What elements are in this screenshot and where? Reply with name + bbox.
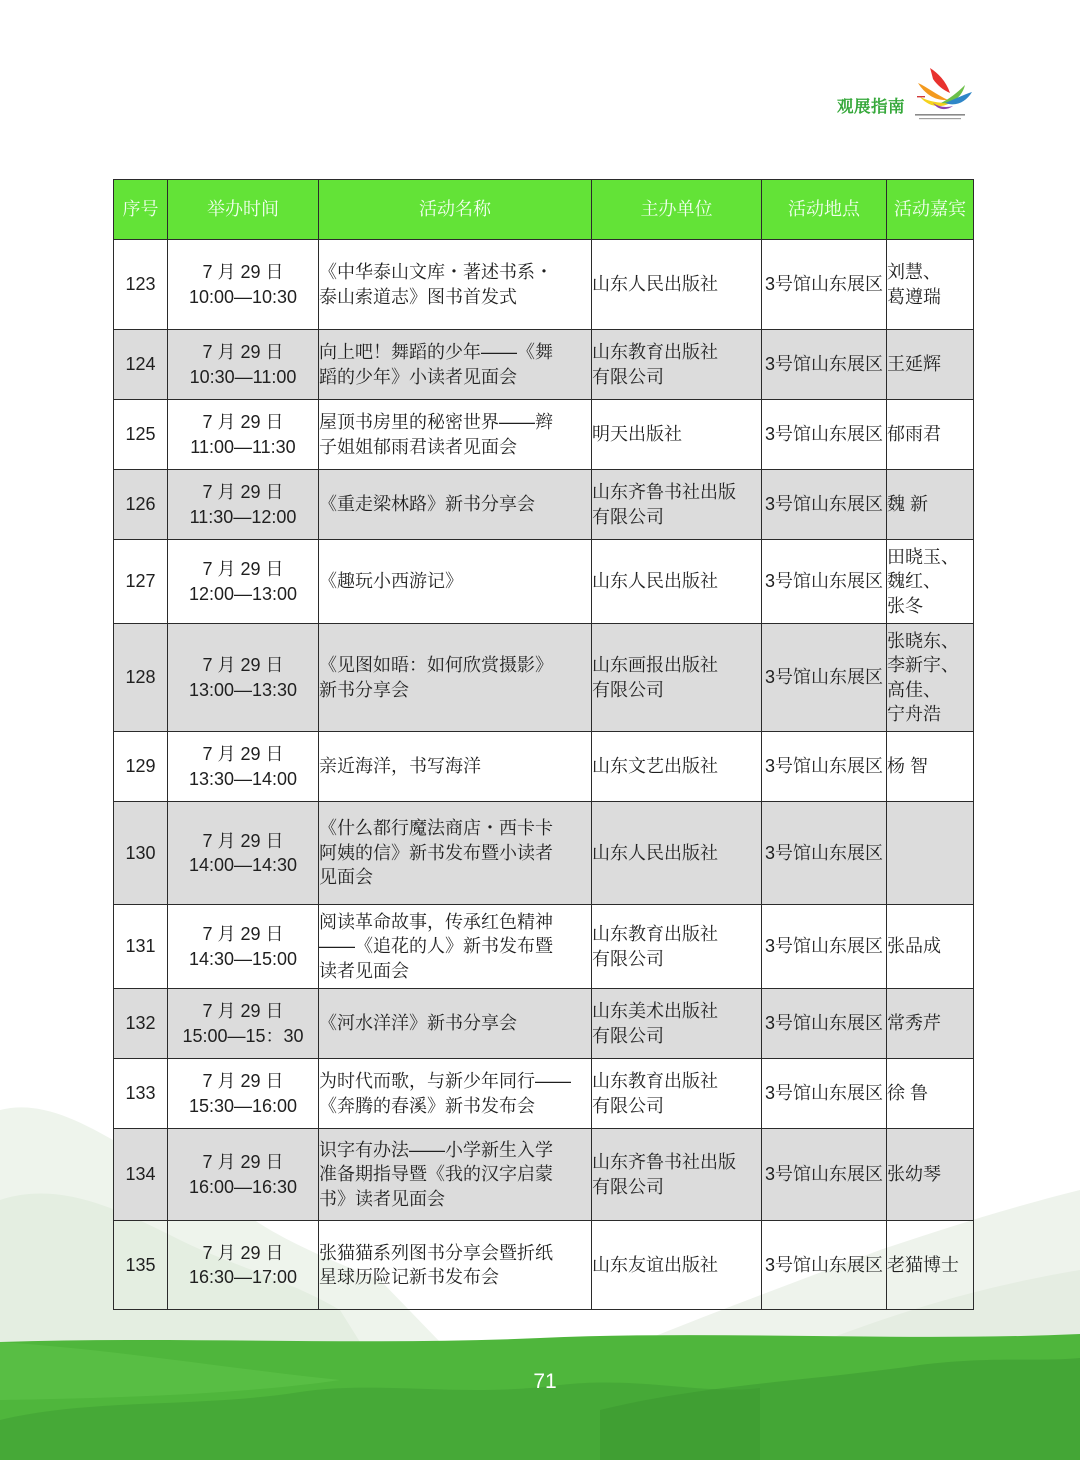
organizer-line: 有限公司 [592,1095,664,1116]
event-date: 7 月 29 日 [202,342,284,362]
event-date: 7 月 29 日 [202,412,284,432]
logo-caption-line [919,118,961,119]
cell-organizer [592,624,762,732]
organizer-line: 山东教育出版社 [592,924,718,944]
logo-red-wing [930,68,950,93]
logo-caption-line [915,114,965,116]
cell-organizer [592,400,762,470]
table-row [114,802,974,905]
event-time: 11:00—11:30 [190,436,296,457]
cell-guests [887,240,974,330]
guest-line: 杨 智 [887,756,929,777]
cell-number: 128 [114,624,168,732]
activity-name-line: 《趣玩小西游记》 [319,571,463,592]
cell-location: 3号馆山东展区 [762,1059,887,1129]
cell-location: 3号馆山东展区 [762,540,887,624]
guest-line: 高佳、 [887,679,941,700]
cell-number: 124 [114,330,168,400]
organizer-line: 山东人民出版社 [592,842,718,863]
cell-location: 3号馆山东展区 [762,1221,887,1310]
page-number: 71 [533,1370,557,1393]
activity-name-line: 见面会 [319,867,373,888]
cell-guests [887,624,974,732]
cell-organizer [592,540,762,624]
cell-guests [887,989,974,1059]
cell-location: 3号馆山东展区 [762,989,887,1059]
cell-number: 135 [114,1221,168,1310]
activity-name-line: 《河水洋洋》新书分享会 [319,1013,517,1034]
column-header-location: 活动地点 [762,180,887,240]
organizer-line: 山东文艺出版社 [592,756,718,777]
activity-name-line: 阅读革命故事，传承红色精神 [319,911,553,932]
cell-activity-name [319,802,592,905]
cell-schedule [168,1129,319,1221]
cell-guests [887,330,974,400]
events-table [113,179,974,1310]
organizer-line: 山东画报出版社 [592,655,718,675]
cell-guests [887,802,974,905]
table-row [114,470,974,540]
cell-organizer [592,1129,762,1221]
cell-location: 3号馆山东展区 [762,330,887,400]
cell-schedule [168,540,319,624]
guest-line: 葛遵瑞 [887,286,941,307]
cell-number: 127 [114,540,168,624]
cell-activity-name [319,989,592,1059]
guest-line: 张品成 [887,936,941,957]
activity-name-line: 阿姨的信》新书发布暨小读者 [319,842,553,863]
guest-line: 宁舟浩 [887,704,941,724]
cell-guests [887,732,974,802]
organizer-line: 山东美术出版社 [592,1001,718,1021]
table-row [114,624,974,732]
guest-line: 常秀芹 [887,1013,941,1034]
activity-name-line: 《奔腾的春溪》新书发布会 [319,1095,535,1116]
column-header-activity: 活动名称 [319,180,592,240]
cell-guests [887,540,974,624]
event-time: 16:30—17:00 [188,1267,298,1287]
cell-schedule [168,240,319,330]
guest-line: 魏红、 [887,571,941,592]
cell-activity-name [319,624,592,732]
cell-number: 132 [114,989,168,1059]
cell-number: 133 [114,1059,168,1129]
activity-name-line: 亲近海洋，书写海洋 [319,756,481,777]
organizer-line: 山东友谊出版社 [592,1254,718,1275]
organizer-line: 山东人民出版社 [592,571,718,592]
table-row [114,1221,974,1310]
event-time: 11:30—12:00 [189,506,297,527]
activity-name-line: 读者见面会 [319,960,409,981]
event-date: 7 月 29 日 [202,655,284,675]
cell-schedule [168,330,319,400]
cell-organizer [592,470,762,540]
event-time: 15:00—15：30 [182,1025,304,1046]
table-row [114,330,974,400]
column-header-organizer: 主办单位 [592,180,762,240]
guest-line: 张冬 [887,595,923,616]
event-time: 15:30—16:00 [188,1095,298,1116]
cell-number: 134 [114,1129,168,1221]
event-date: 7 月 29 日 [202,830,284,851]
cell-organizer [592,905,762,989]
cell-schedule [168,400,319,470]
activity-name-line: 《见图如晤：如何欣赏摄影》 [319,655,553,675]
table-row [114,540,974,624]
guest-line: 王延辉 [887,354,941,375]
cell-number: 126 [114,470,168,540]
organizer-line: 山东教育出版社 [592,342,718,362]
organizer-line: 有限公司 [592,679,664,700]
organizer-line: 有限公司 [592,948,664,969]
table-row [114,989,974,1059]
cell-location: 3号馆山东展区 [762,732,887,802]
guest-line: 刘慧、 [887,262,941,282]
cell-schedule [168,905,319,989]
organizer-line: 有限公司 [592,366,664,387]
table-row [114,400,974,470]
event-date: 7 月 29 日 [202,1242,284,1263]
cell-location: 3号馆山东展区 [762,624,887,732]
activity-name-line: 泰山索道志》图书首发式 [319,286,517,307]
cell-schedule [168,802,319,905]
organizer-line: 有限公司 [592,1025,664,1046]
event-date: 7 月 29 日 [202,924,284,944]
cell-location: 3号馆山东展区 [762,905,887,989]
table-row [114,1059,974,1129]
cell-location: 3号馆山东展区 [762,470,887,540]
event-date: 7 月 29 日 [202,262,284,282]
event-time: 16:00—16:30 [188,1176,298,1197]
cell-location: 3号馆山东展区 [762,400,887,470]
cell-schedule [168,624,319,732]
event-date: 7 月 29 日 [202,1152,284,1172]
guest-line: 魏 新 [887,494,929,515]
guest-line: 郁雨君 [887,424,941,445]
organizer-line: 山东人民出版社 [592,274,718,295]
activity-name-line: 屋顶书房里的秘密世界——辫 [319,412,553,432]
cell-organizer [592,240,762,330]
event-time: 14:30—15:00 [188,948,298,969]
activity-name-line: 准备期指导暨《我的汉字启蒙 [319,1164,553,1185]
cell-guests [887,1129,974,1221]
organizer-line: 明天出版社 [592,424,682,445]
activity-name-line: 《中华泰山文库・著述书系・ [319,262,553,282]
cell-schedule [168,732,319,802]
section-title: 观展指南 [837,97,905,116]
event-date: 7 月 29 日 [202,482,284,502]
cell-guests [887,905,974,989]
cell-location: 3号馆山东展区 [762,802,887,905]
organizer-line: 有限公司 [592,506,664,527]
table-row [114,905,974,989]
cell-number: 130 [114,802,168,905]
cell-guests [887,470,974,540]
activity-name-line: 向上吧！舞蹈的少年——《舞 [319,342,553,362]
event-date: 7 月 29 日 [202,744,284,764]
event-date: 7 月 29 日 [202,559,284,579]
activity-name-line: 蹈的少年》小读者见面会 [319,366,517,387]
event-time: 14:00—14:30 [188,855,298,875]
cell-organizer [592,732,762,802]
cell-activity-name [319,732,592,802]
cell-activity-name [319,1129,592,1221]
column-header-number: 序号 [114,180,168,240]
guest-line: 田晓玉、 [887,546,959,567]
cell-schedule [168,1059,319,1129]
cell-activity-name [319,330,592,400]
cell-organizer [592,802,762,905]
column-header-guests: 活动嘉宾 [887,180,974,240]
activity-name-line: 张猫猫系列图书分享会暨折纸 [319,1242,553,1263]
cell-guests [887,400,974,470]
expo-logo [905,62,975,130]
cell-activity-name [319,1221,592,1310]
cell-organizer [592,1059,762,1129]
cell-activity-name [319,1059,592,1129]
organizer-line: 山东教育出版社 [592,1071,718,1091]
table-row [114,240,974,330]
cell-activity-name [319,905,592,989]
event-time: 12:00—13:00 [188,583,298,604]
organizer-line: 山东齐鲁书社出版 [592,1152,736,1172]
cell-organizer [592,989,762,1059]
cell-schedule [168,470,319,540]
cell-activity-name [319,400,592,470]
event-date: 7 月 29 日 [202,1001,284,1021]
activity-name-line: 《重走梁林路》新书分享会 [319,494,535,515]
guest-line: 老猫博士 [887,1254,959,1275]
cell-guests [887,1221,974,1310]
activity-name-line: 识字有办法——小学新生入学 [319,1139,553,1160]
cell-location: 3号馆山东展区 [762,240,887,330]
activity-name-line: 新书分享会 [319,679,409,700]
guest-line: 徐 鲁 [887,1083,929,1104]
event-time: 13:00—13:30 [188,679,298,700]
cell-number: 125 [114,400,168,470]
table-row [114,732,974,802]
cell-activity-name [319,540,592,624]
event-time: 10:00—10:30 [188,286,298,307]
activity-name-line: 《什么都行魔法商店・西卡卡 [319,818,553,839]
activity-name-line: 子姐姐郁雨君读者见面会 [319,436,517,457]
guest-line: 李新宇、 [887,655,959,675]
guest-line: 张幼琴 [887,1164,941,1185]
column-header-time: 举办时间 [168,180,319,240]
organizer-line: 山东齐鲁书社出版 [592,482,736,502]
cell-activity-name [319,470,592,540]
guest-line: 张晓东、 [887,630,959,651]
cell-number: 129 [114,732,168,802]
cell-location: 3号馆山东展区 [762,1129,887,1221]
cell-schedule [168,989,319,1059]
cell-guests [887,1059,974,1129]
event-date: 7 月 29 日 [202,1071,284,1091]
cell-schedule [168,1221,319,1310]
logo-caption-mark [917,96,925,97]
table-header-row [114,180,974,240]
cell-organizer [592,330,762,400]
event-time: 10:30—11:00 [189,366,297,387]
activity-name-line: 为时代而歌，与新少年同行—— [319,1071,571,1091]
activity-name-line: 星球历险记新书发布会 [319,1267,499,1287]
event-time: 13:30—14:00 [188,768,298,789]
cell-number: 131 [114,905,168,989]
activity-name-line: 书》读者见面会 [319,1188,445,1209]
cell-number: 123 [114,240,168,330]
table-row [114,1129,974,1221]
organizer-line: 有限公司 [592,1176,664,1197]
cell-activity-name [319,240,592,330]
activity-name-line: ——《追花的人》新书发布暨 [319,936,553,957]
cell-organizer [592,1221,762,1310]
